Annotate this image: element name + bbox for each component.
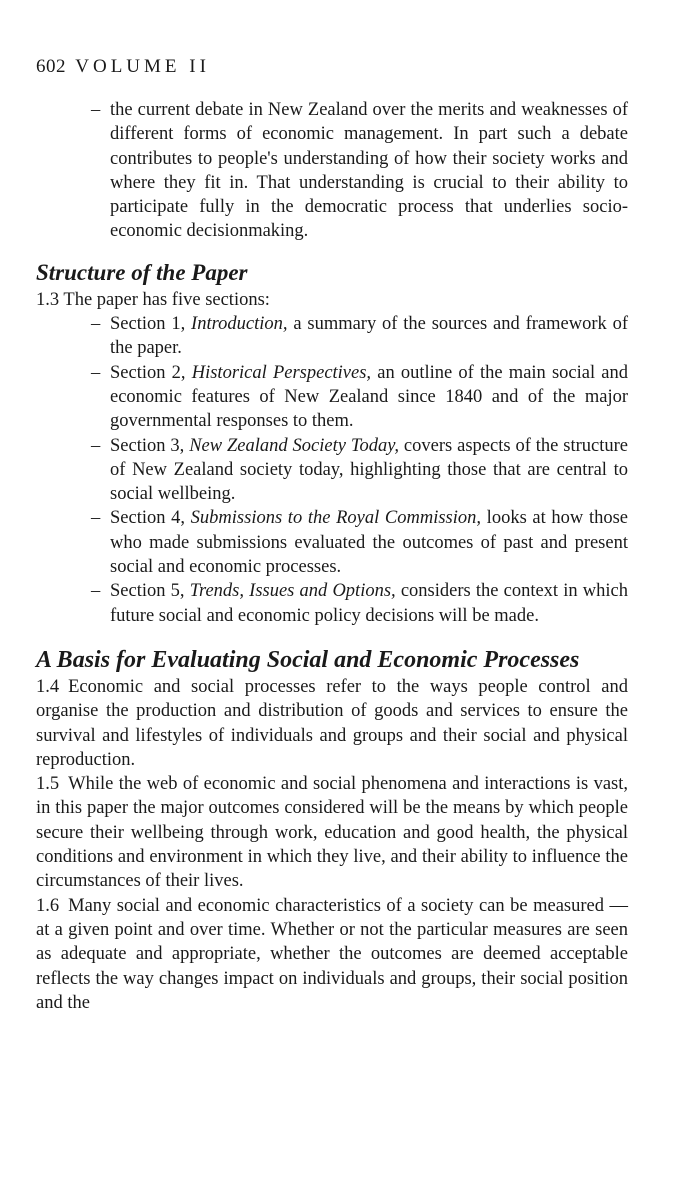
bullet-dash: – xyxy=(91,362,101,383)
page-content xyxy=(36,98,628,1015)
paragraph-number: 1.3 xyxy=(36,289,60,310)
paragraph-text: Economic and social processes refer to the ways people control and organise the production and distribution of goods and services to ensure the survival and lifestyles of individuals and groups and their social and physical reproduction. xyxy=(36,676,628,770)
bullet-text: a summary of the sources and framework of the paper. xyxy=(110,314,628,359)
paragraph-1-6 xyxy=(36,894,628,1015)
paragraph-text: Many social and economic characteristics of a society can be measured —at a given point and over time. Whether or not the particular measures are seen as adequate and appropriate, whether the outcomes are deemed acceptable reflects the way changes impact on individuals and groups, their social position and the xyxy=(36,895,628,1013)
section-title: Trends, Issues and Options, xyxy=(189,581,396,602)
bullet-text: looks at how those who made submissions evaluated the outcomes of past and present social and economic processes. xyxy=(110,508,628,578)
section-bullet-3 xyxy=(36,434,628,507)
section-heading-structure: Structure of the Paper xyxy=(36,259,248,285)
section-title: New Zealand Society Today, xyxy=(189,435,400,456)
section-bullet-5 xyxy=(36,579,628,628)
bullet-lead: Section 5, xyxy=(110,581,190,602)
bullet-text: covers aspects of the structure of New Zealand society today, highlighting those that are central to social wellbeing. xyxy=(110,435,628,505)
volume-label: VOLUME II xyxy=(75,56,210,77)
section-bullet-1 xyxy=(36,312,628,361)
bullet-dash: – xyxy=(91,435,101,456)
paragraph-1-5 xyxy=(36,772,628,893)
bullet-text: considers the context in which future social and economic policy decisions will be made. xyxy=(110,581,628,626)
paragraph-number: 1.5 xyxy=(36,774,60,795)
paragraph-number: 1.4 xyxy=(36,676,60,697)
paragraph-1-4 xyxy=(36,675,628,772)
paragraph-1-3 xyxy=(36,288,628,312)
paragraph-text: The paper has five sections: xyxy=(63,289,270,310)
bullet-text: an outline of the main social and economic features of New Zealand since 1840 and of the major governmental responses to them. xyxy=(110,362,629,432)
bullet-lead: Section 3, xyxy=(110,435,190,456)
section-title: Historical Perspectives, xyxy=(191,362,372,383)
bullet-dash: – xyxy=(91,581,101,602)
section-bullet-2 xyxy=(36,361,628,434)
bullet-lead: Section 2, xyxy=(110,362,192,383)
paragraph-number: 1.6 xyxy=(36,895,60,916)
section-bullet-4 xyxy=(36,506,628,579)
section-heading-basis: A Basis for Evaluating Social and Economic Processes xyxy=(36,646,580,673)
bullet-dash: – xyxy=(91,100,101,120)
bullet-lead: Section 1, xyxy=(110,314,192,335)
paragraph-text: While the web of economic and social phenomena and interactions is vast, in this paper the major outcomes considered will be the means by which people secure their wellbeing through work, education and good health, the physical conditions and environment in which they live, and their ability to influence the circumstances of their lives. xyxy=(36,774,628,892)
section-title: Introduction, xyxy=(191,314,288,335)
bullet-dash: – xyxy=(91,314,101,335)
bullet-text: the current debate in New Zealand over the merits and weaknesses of different forms of economic management. In part such a debate contributes to people's understanding of how their society works and where they fit in. That understanding is crucial to their ability to participate fully in the democratic process that underlies socio-economic decisionmaking. xyxy=(110,100,628,242)
bullet-dash: – xyxy=(91,508,101,529)
page-number: 602 xyxy=(36,56,66,77)
section-title: Submissions to the Royal Commission, xyxy=(190,508,482,529)
intro-bullet xyxy=(36,98,628,244)
bullet-lead: Section 4, xyxy=(110,508,191,529)
running-head xyxy=(36,56,210,78)
